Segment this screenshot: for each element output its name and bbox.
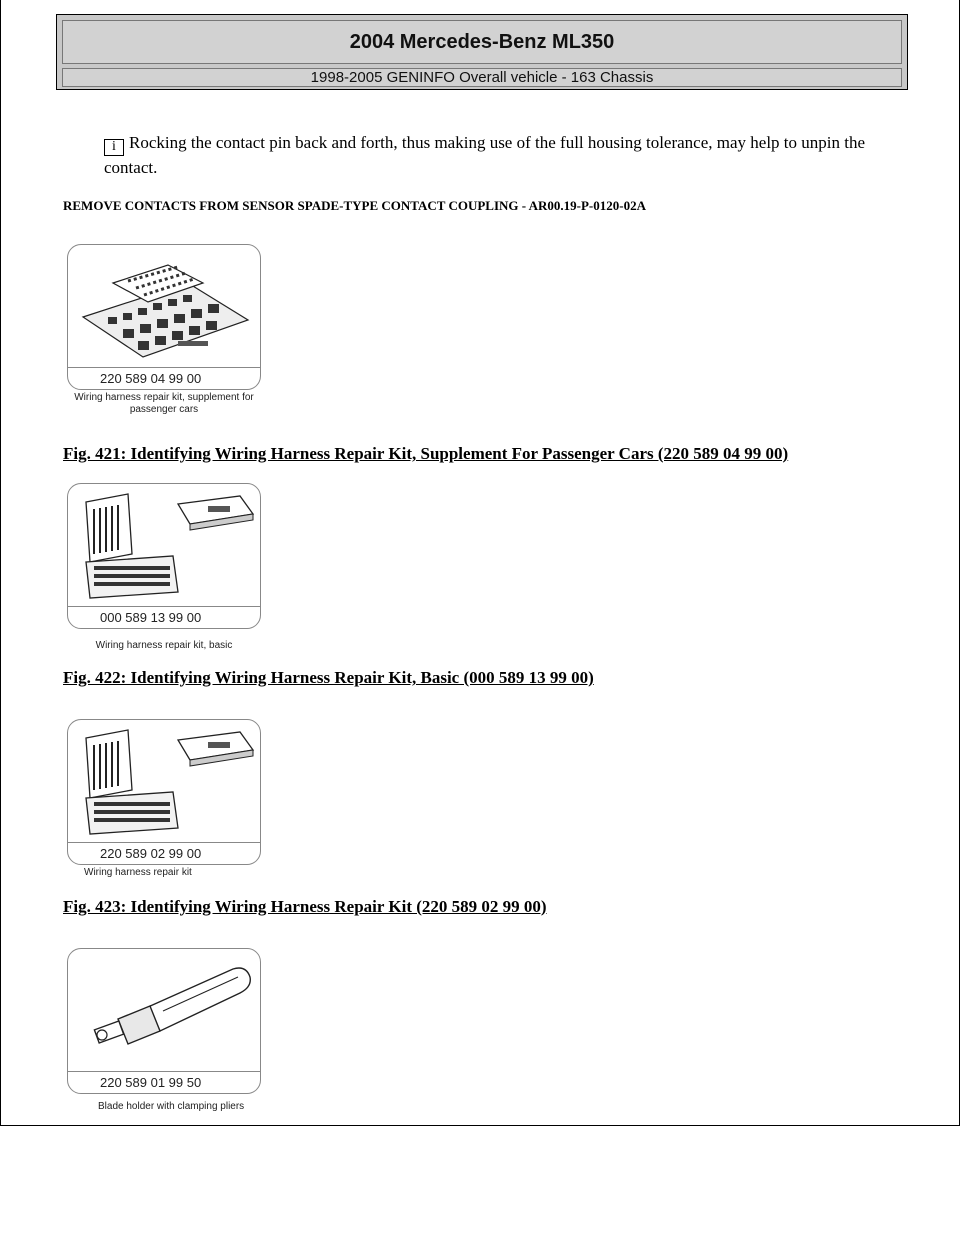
figure-part-number: 000 589 13 99 00 bbox=[68, 606, 260, 628]
figure-label: Wiring harness repair kit bbox=[84, 867, 192, 878]
figure-image-wiring-kit-supplement bbox=[67, 244, 261, 390]
document-title: 2004 Mercedes-Benz ML350 bbox=[62, 20, 902, 64]
wiring-kit-drawing bbox=[68, 720, 260, 840]
figure-caption: Fig. 423: Identifying Wiring Harness Repair Kit (220 589 02 99 00) bbox=[63, 897, 547, 916]
section-heading: REMOVE CONTACTS FROM SENSOR SPADE-TYPE CONTACT COUPLING - AR00.19-P-0120-02A bbox=[63, 198, 646, 213]
note-text: Rocking the contact pin back and forth, thus making use of the full housing tolerance, may help to unpin the contact. bbox=[104, 133, 866, 177]
document-subtitle: 1998-2005 GENINFO Overall vehicle - 163 Chassis bbox=[62, 68, 902, 87]
figure-part-number: 220 589 01 99 50 bbox=[68, 1071, 260, 1093]
figure-label: Wiring harness repair kit, basic bbox=[95, 640, 233, 651]
figure-caption: Fig. 422: Identifying Wiring Harness Repair Kit, Basic (000 589 13 99 00) bbox=[63, 668, 594, 687]
figure-image-wiring-kit-basic bbox=[67, 483, 261, 629]
figure-label: Blade holder with clamping pliers bbox=[98, 1101, 245, 1112]
figure-image-blade-holder bbox=[67, 948, 261, 1094]
wiring-kit-supplement-drawing bbox=[68, 245, 260, 365]
wiring-kit-basic-drawing bbox=[68, 484, 260, 604]
blade-holder-drawing bbox=[68, 949, 260, 1069]
figure-part-number: 220 589 04 99 00 bbox=[68, 367, 260, 389]
note-paragraph bbox=[104, 131, 904, 180]
info-note-icon: i bbox=[104, 139, 124, 156]
document-header bbox=[56, 14, 908, 90]
figure-image-wiring-kit bbox=[67, 719, 261, 865]
figure-part-number: 220 589 02 99 00 bbox=[68, 842, 260, 864]
figure-caption: Fig. 421: Identifying Wiring Harness Repair Kit, Supplement For Passenger Cars (220 589 04 99 00) bbox=[63, 444, 789, 463]
figure-label: Wiring harness repair kit, supplement for passenger cars bbox=[74, 392, 254, 415]
